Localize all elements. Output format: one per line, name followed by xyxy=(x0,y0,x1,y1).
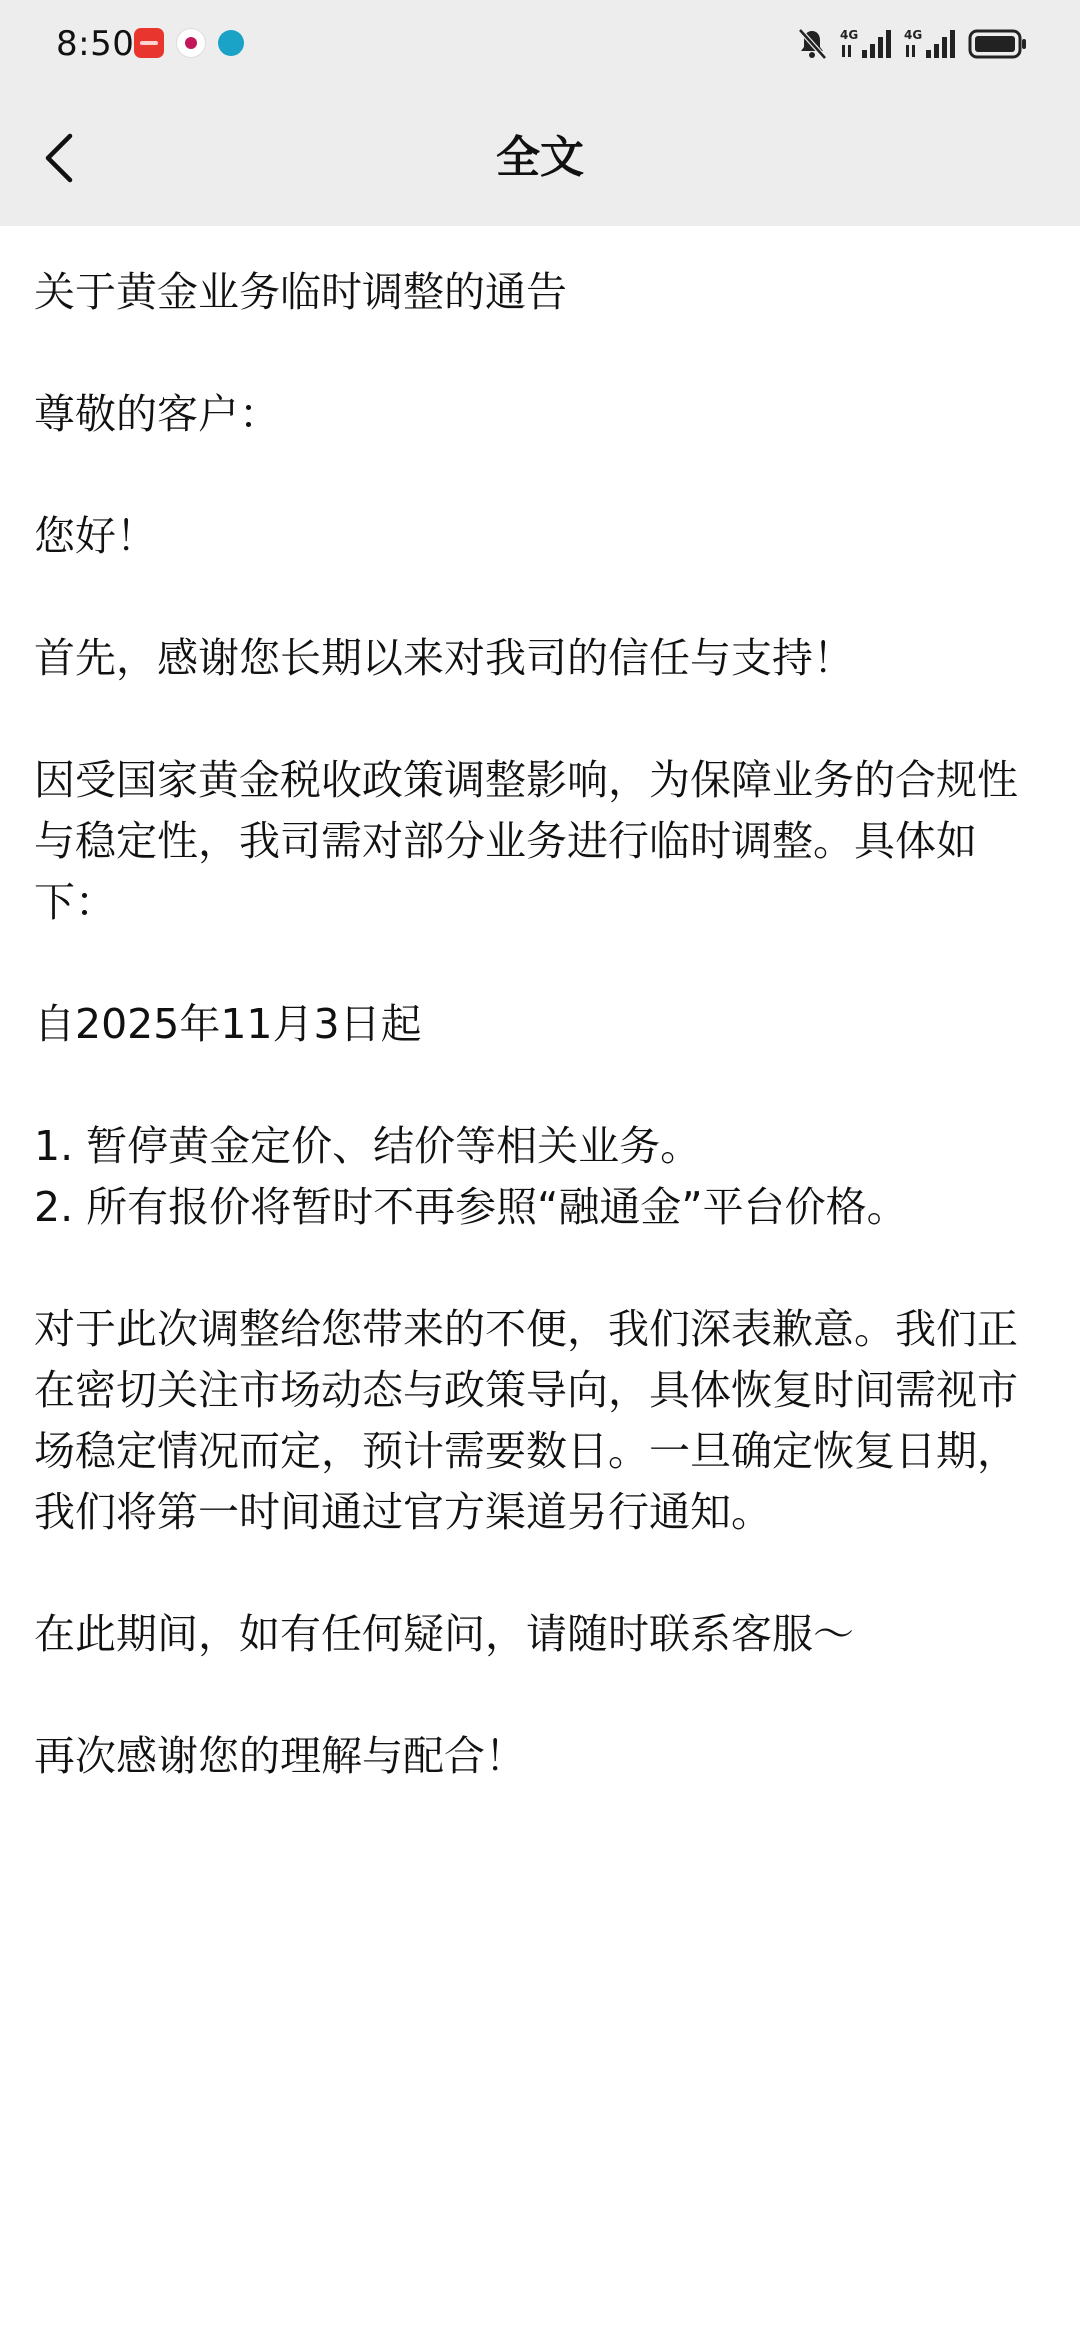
status-icons xyxy=(794,24,1030,64)
network-label: 4G xyxy=(904,28,923,42)
camera-app-icon xyxy=(176,28,206,58)
salutation: 尊敬的客户： xyxy=(34,390,280,438)
red-app-icon xyxy=(134,28,164,58)
header-bar xyxy=(0,92,1080,226)
contact-paragraph: 在此期间，如有任何疑问，请随时联系客服～ xyxy=(34,1610,854,1658)
battery-icon xyxy=(968,27,1030,61)
list-item: 2. 所有报价将暂时不再参照“融通金”平台价格。 xyxy=(34,1183,908,1231)
network-label: 4G xyxy=(840,28,859,42)
list-item: 1. 暂停黄金定价、结价等相关业务。 xyxy=(34,1122,702,1170)
status-time: 8:50 xyxy=(56,24,135,64)
greeting: 您好！ xyxy=(34,512,157,560)
apology-paragraph: 对于此次调整给您带来的不便，我们深表歉意。我们正在密切关注市场动态与政策导向，具体恢复时间需视市场稳定情况而定，预计需要数日。一旦确定恢复日期，我们将第一时间通过官方渠道另行通知。 xyxy=(34,1305,1018,1536)
bell-muted-icon xyxy=(794,26,830,62)
4g-signal-icon xyxy=(840,26,894,62)
reason-paragraph: 因受国家黄金税收政策调整影响，为保障业务的合规性与稳定性，我司需对部分业务进行临时调整。具体如下： xyxy=(34,756,1018,926)
article-body xyxy=(34,262,1046,1848)
notice-title: 关于黄金业务临时调整的通告 xyxy=(34,268,567,316)
top-bar-area xyxy=(0,0,1080,226)
adjustment-list xyxy=(34,1116,1046,1238)
4g-signal-icon xyxy=(904,26,958,62)
effective-date: 自2025年11月3日起 xyxy=(34,1000,422,1048)
status-bar xyxy=(0,0,1080,92)
globe-app-icon xyxy=(218,30,244,56)
thanks-paragraph: 首先，感谢您长期以来对我司的信任与支持！ xyxy=(34,634,854,682)
closing-paragraph: 再次感谢您的理解与配合！ xyxy=(34,1732,526,1780)
page-title: 全文 xyxy=(496,132,584,183)
